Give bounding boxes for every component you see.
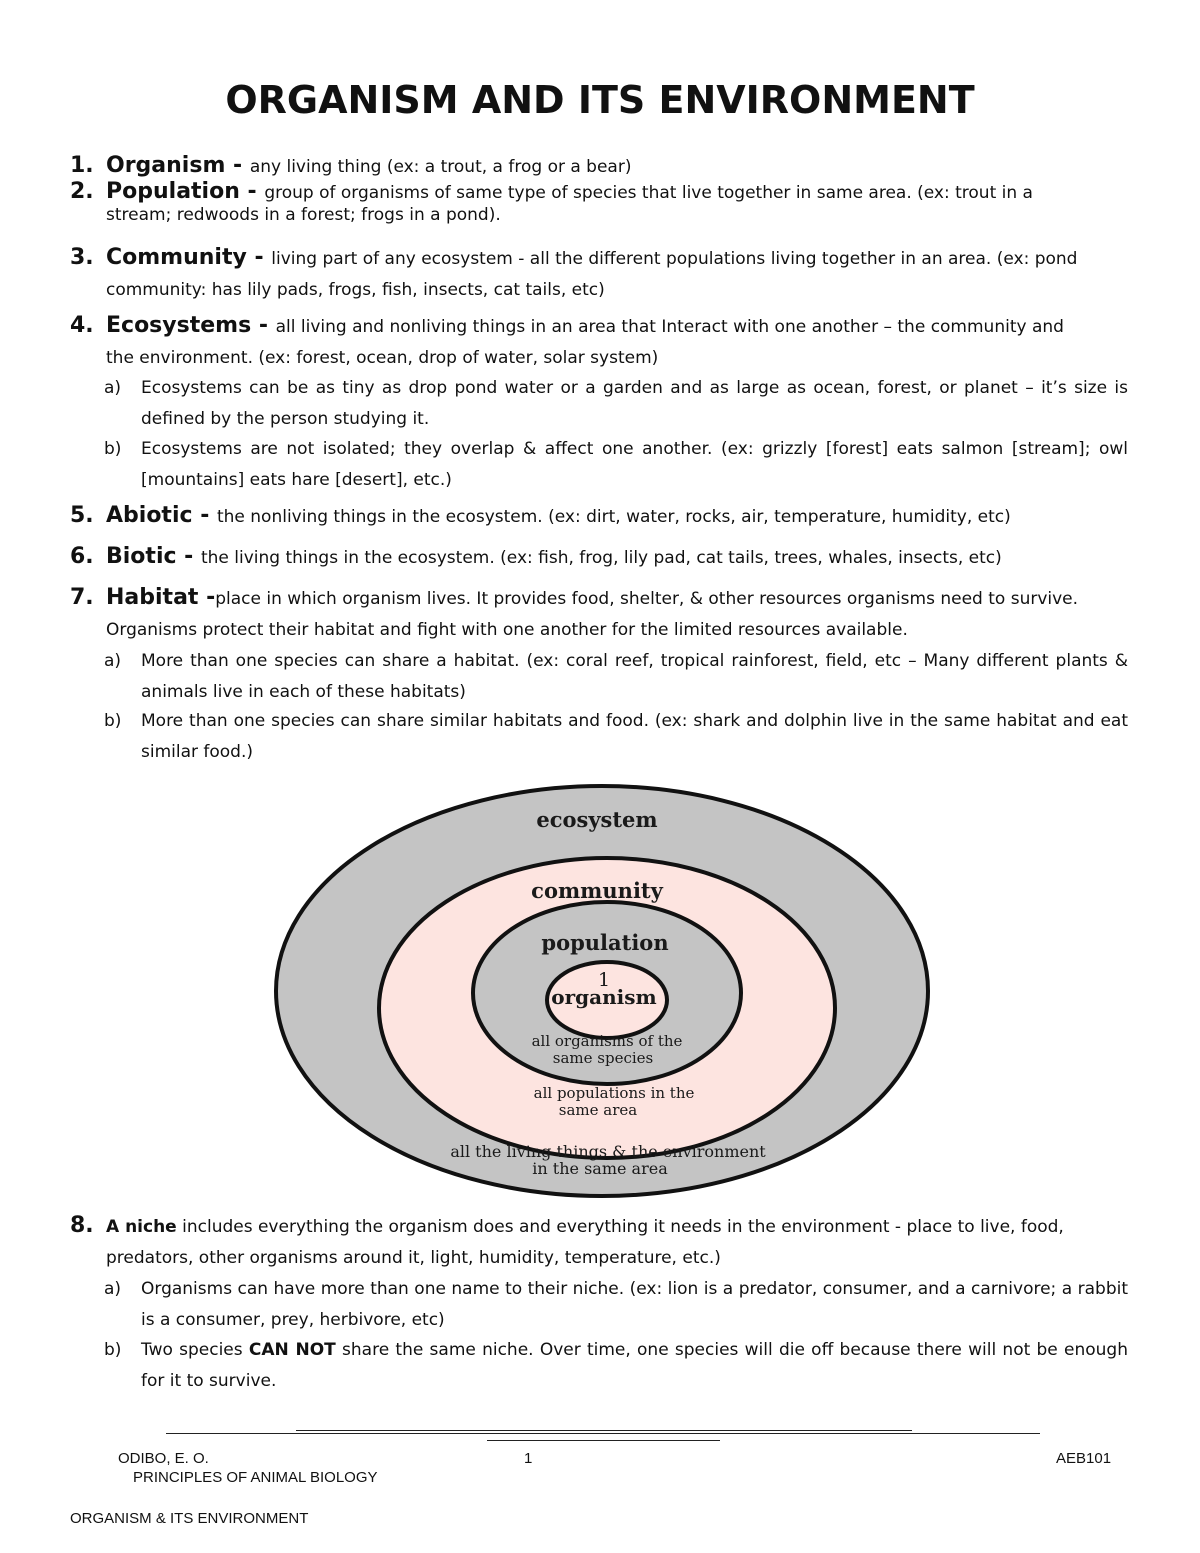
ecosystem-desc-line2: in the same area	[532, 1159, 668, 1178]
item-term: Biotic -	[106, 544, 201, 569]
sub-item-text: More than one species can share similar habitats and food. (ex: shark and dolphin live in the same habitat and eat similar food.)	[141, 711, 1128, 762]
footer-course-code: AEB101	[1056, 1450, 1112, 1467]
item-number: 7.	[70, 585, 94, 610]
sub-item-label: b)	[104, 711, 122, 731]
list-item-ecosystems	[70, 310, 1128, 374]
item-text-continued: Organisms protect their habitat and fight with one another for the limited resources available.	[106, 620, 908, 640]
item-text-continued: stream; redwoods in a forest; frogs in a pond).	[106, 205, 501, 225]
sub-item-label: a)	[104, 651, 122, 671]
list-item-population	[70, 181, 1128, 226]
footer-rule	[166, 1433, 1040, 1434]
sub-item-text: Ecosystems are not isolated; they overlap & affect one another. (ex: grizzly [forest] eats salmon [stream]; owl [mountains] eats hare [desert], etc.)	[141, 439, 1128, 490]
sub-item-label: b)	[104, 1340, 122, 1360]
footer-rule-short	[487, 1440, 720, 1441]
footer-topic: ORGANISM & ITS ENVIRONMENT	[70, 1510, 309, 1527]
item-text: the nonliving things in the ecosystem. (ex: dirt, water, rocks, air, temperature, humidity, etc)	[216, 507, 1011, 527]
sub-item	[104, 1274, 1128, 1335]
sub-item-label: b)	[104, 439, 122, 459]
sub-item	[104, 706, 1128, 767]
item-text-continued: predators, other organisms around it, light, humidity, temperature, etc.)	[106, 1248, 721, 1268]
footer-page-number: 1	[524, 1450, 533, 1467]
ecosystem-nested-diagram	[274, 780, 934, 1200]
item-number: 6.	[70, 544, 94, 569]
organism-count: 1	[597, 969, 611, 991]
item-term: Habitat -	[106, 585, 216, 610]
item-term: A niche	[106, 1217, 177, 1237]
sub-item-text: More than one species can share a habitat. (ex: coral reef, tropical rainforest, field, etc – Many different plants & animals live in each of these habitats)	[141, 651, 1128, 702]
sub-item-text-part: Two species	[141, 1340, 249, 1360]
community-desc-line2: same area	[558, 1101, 638, 1119]
item-text: includes everything the organism does and everything it needs in the environment - place to live, food,	[176, 1217, 1064, 1237]
list-item-biotic	[70, 541, 1128, 574]
list-item-community	[70, 242, 1128, 306]
sub-item-text: Ecosystems can be as tiny as drop pond water or a garden and as large as ocean, forest, or planet – it’s size is defined by the person studying it.	[141, 378, 1128, 429]
population-desc-line2: same species	[552, 1049, 654, 1067]
item-term: Organism -	[106, 153, 250, 178]
ecosystem-label: ecosystem	[536, 807, 658, 832]
list-item-abiotic	[70, 500, 1128, 533]
item-term: Population -	[106, 179, 265, 204]
item-number: 5.	[70, 503, 94, 528]
page-title: ORGANISM AND ITS ENVIRONMENT	[225, 78, 975, 122]
item-number: 8.	[70, 1213, 94, 1238]
sub-item-text	[104, 1335, 1128, 1396]
population-desc-line1: all organisms of the	[531, 1032, 683, 1050]
sub-item	[104, 646, 1128, 707]
item-text: all living and nonliving things in an area that Interact with one another – the community and	[275, 317, 1064, 337]
sub-item	[104, 1335, 1128, 1396]
item-text-continued: the environment. (ex: forest, ocean, drop of water, solar system)	[106, 348, 659, 368]
item-number: 4.	[70, 313, 94, 338]
item-text: the living things in the ecosystem. (ex: fish, frog, lily pad, cat tails, trees, whales, insects, etc)	[200, 548, 1002, 568]
item-text: place in which organism lives. It provides food, shelter, & other resources organisms need to survive.	[215, 589, 1079, 609]
list-item-habitat	[70, 582, 1128, 646]
item-text: living part of any ecosystem - all the different populations living together in an area. (ex: pond	[271, 249, 1078, 269]
community-label: community	[531, 878, 663, 903]
item-term: Ecosystems -	[106, 313, 276, 338]
list-item-niche	[70, 1210, 1128, 1274]
sub-item	[104, 434, 1128, 495]
item-number: 3.	[70, 245, 94, 270]
sub-item-label: a)	[104, 1279, 122, 1299]
emphasis-text: CAN NOT	[248, 1340, 336, 1360]
item-number: 2.	[70, 179, 94, 204]
item-text: group of organisms of same type of species that live together in same area. (ex: trout in a	[264, 183, 1033, 203]
sub-item-text-part: share the same niche. Over time, one species will die off because there will not be enough for it to survive.	[141, 1340, 1128, 1391]
item-number: 1.	[70, 153, 94, 178]
organism-label: organism	[551, 985, 657, 1009]
item-term: Community -	[106, 245, 272, 270]
sub-item	[104, 373, 1128, 434]
footer-author: ODIBO, E. O.	[118, 1450, 209, 1467]
item-text: any living thing (ex: a trout, a frog or a bear)	[249, 157, 632, 177]
ecosystem-desc-line1: all the living things & the environment	[450, 1142, 766, 1161]
footer-rule	[296, 1430, 912, 1431]
community-desc-line1: all populations in the	[533, 1084, 695, 1102]
item-text-continued: community: has lily pads, frogs, fish, insects, cat tails, etc)	[106, 280, 605, 300]
sub-item-label: a)	[104, 378, 122, 398]
sub-item-text: Organisms can have more than one name to their niche. (ex: lion is a predator, consumer, and a carnivore; a rabbit is a consumer, prey, herbivore, etc)	[141, 1279, 1128, 1330]
item-term: Abiotic -	[106, 503, 217, 528]
population-label: population	[541, 930, 669, 955]
footer-course-name: PRINCIPLES OF ANIMAL BIOLOGY	[133, 1469, 378, 1486]
